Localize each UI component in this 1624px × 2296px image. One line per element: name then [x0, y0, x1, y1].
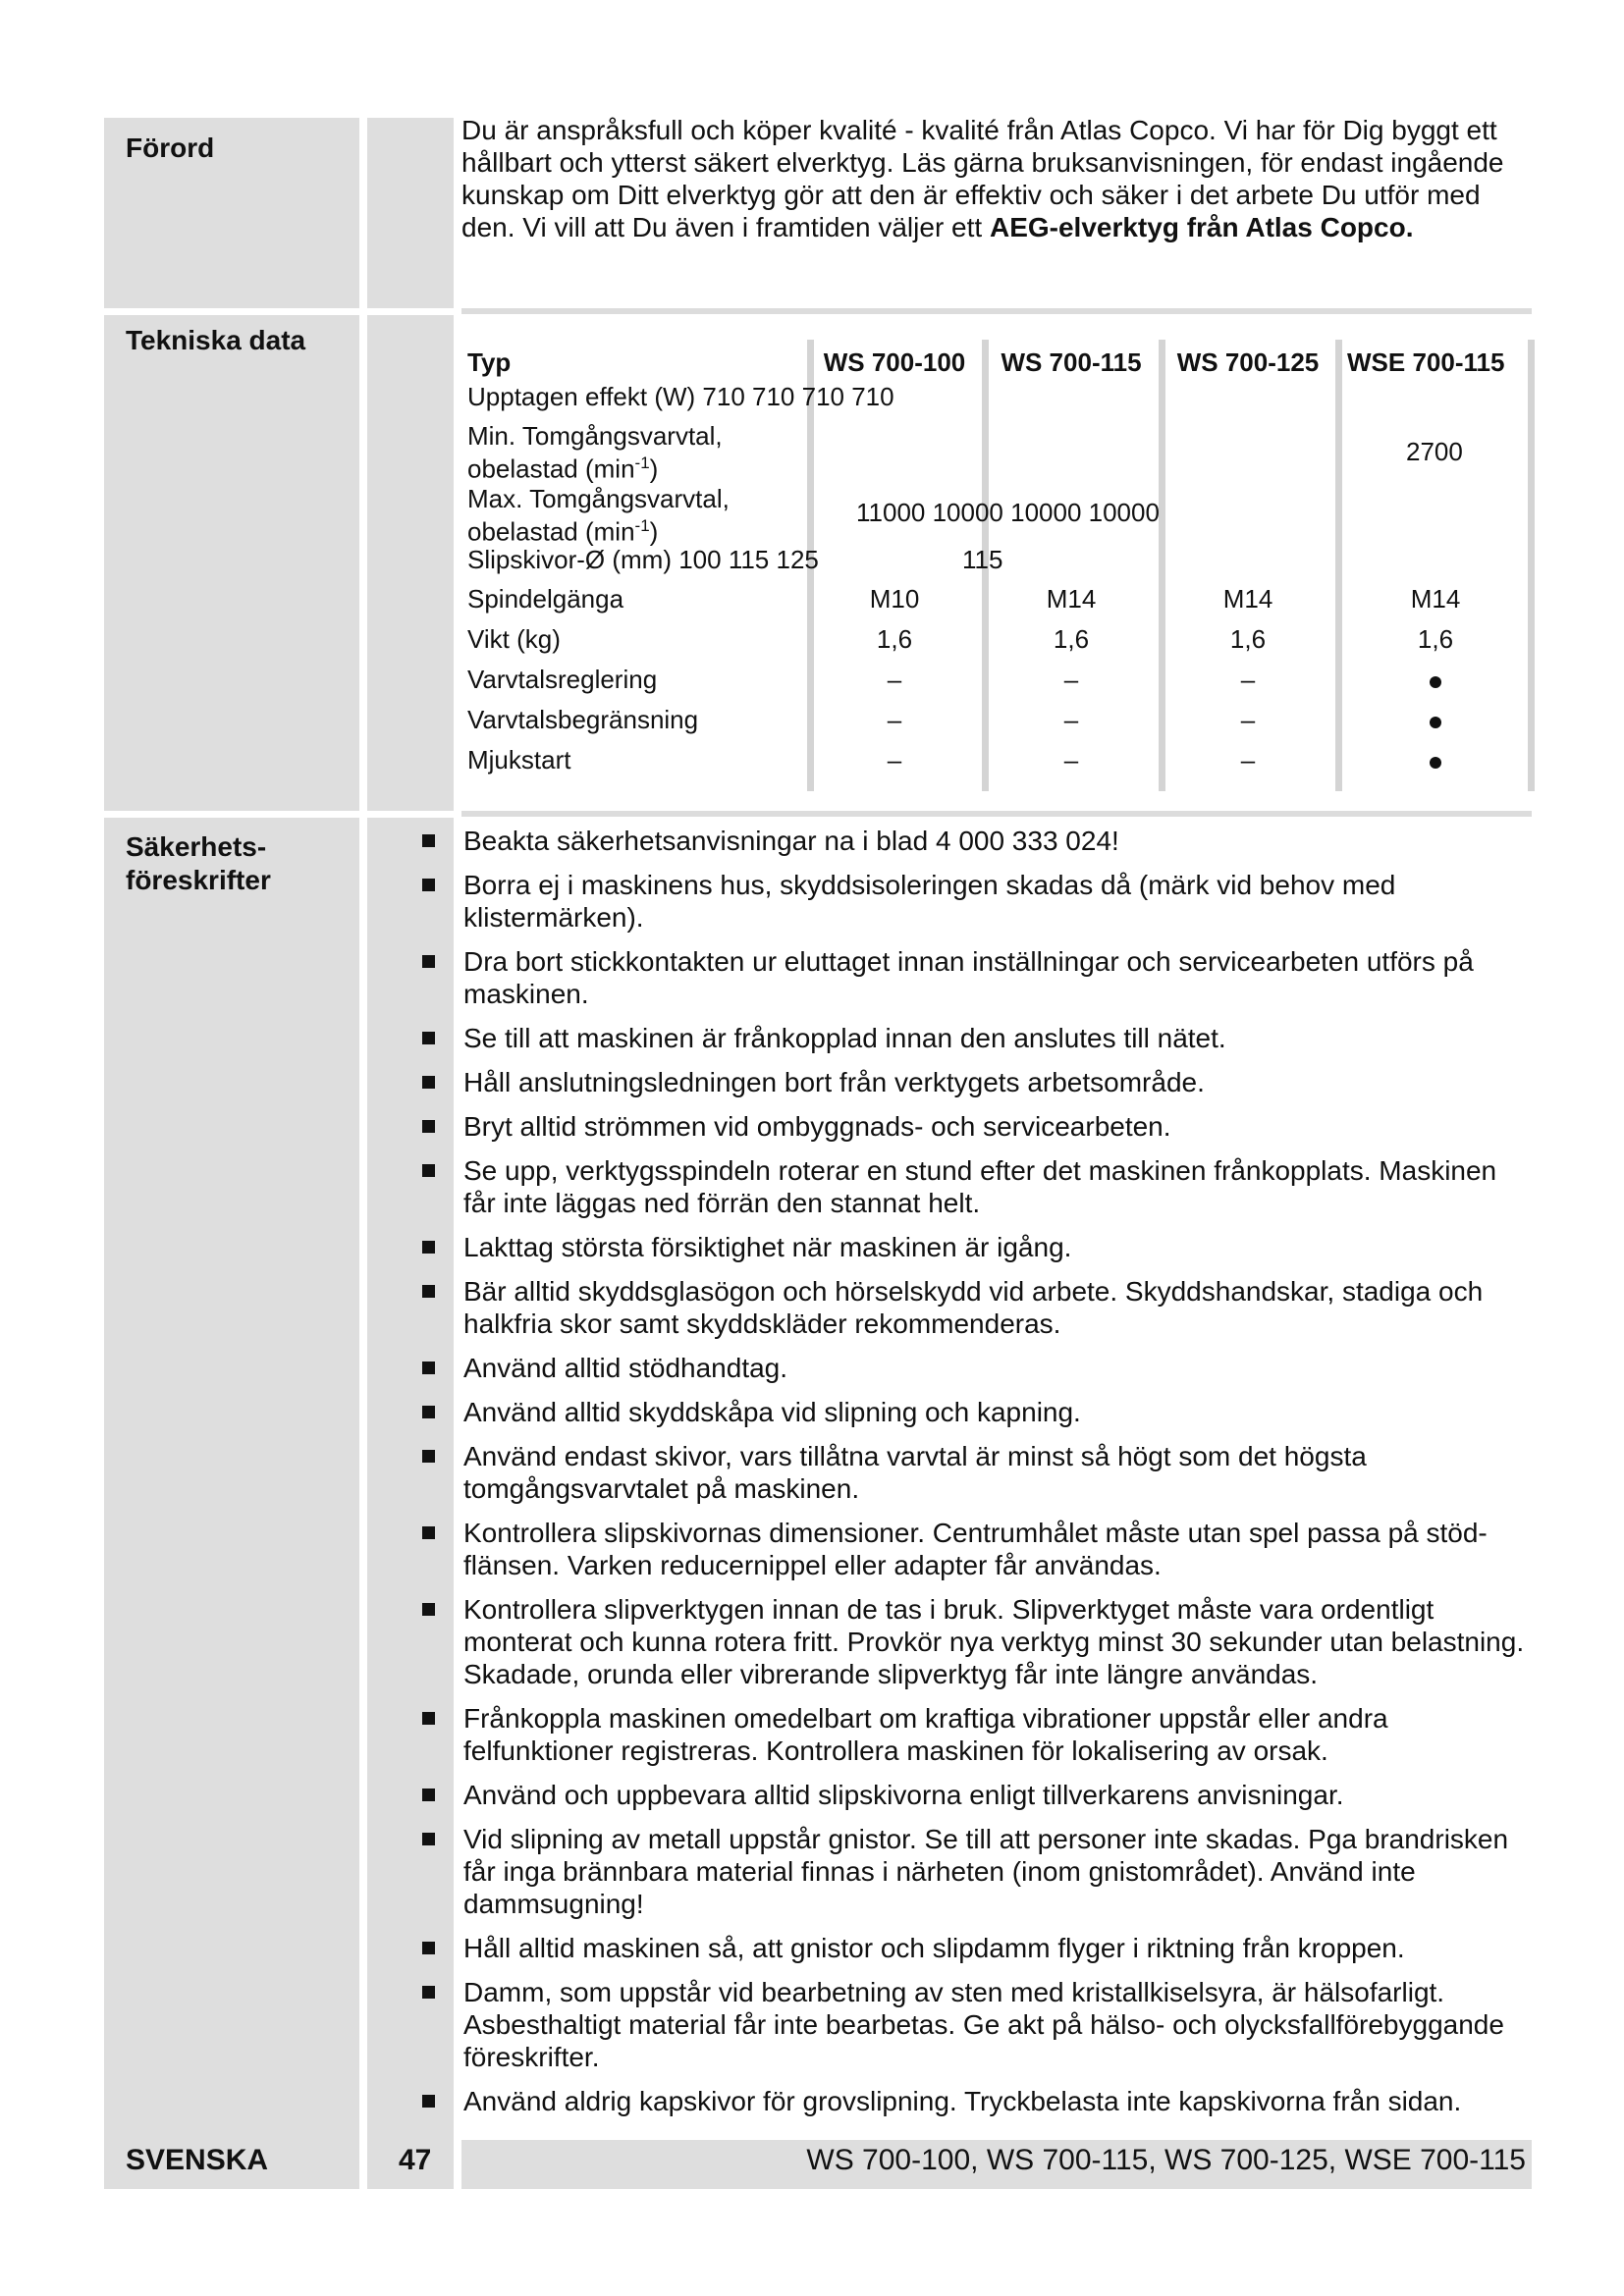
spec-cell: –	[887, 745, 902, 774]
spec-cell	[1347, 746, 1524, 774]
max-speed-unit: obelastad (min	[467, 516, 635, 547]
paren: )	[649, 454, 659, 484]
column-separator	[1528, 340, 1535, 791]
feature-dot-icon	[1430, 717, 1441, 728]
square-bullet-icon	[422, 1406, 435, 1418]
spec-cell: –	[887, 705, 902, 734]
safety-item-text: Kontrollera slipskivornas dimensioner. Centrumhålet måste utan spel passa på stöd-flänsen. Varken reducernippel eller adapter får användas.	[463, 1518, 1488, 1580]
column-separator	[1335, 340, 1342, 791]
square-bullet-icon	[422, 1164, 435, 1177]
rule-bottom	[461, 811, 1532, 817]
section-divider	[104, 811, 454, 818]
square-bullet-icon	[422, 1526, 435, 1539]
rule-top	[461, 308, 1532, 314]
spec-cell: M14	[1222, 584, 1273, 614]
section-divider	[104, 308, 454, 315]
square-bullet-icon	[422, 2095, 435, 2108]
safety-item	[422, 1154, 1532, 1219]
safety-item	[422, 869, 1532, 934]
safety-item-text: Damm, som uppstår vid bearbetning av sten med kristallkiselsyra, är hälsofarligt. Asbesthaltigt material får inte bearbetas. Ge akt på hälso- och olycksfallförebyggande föreskrifter.	[463, 1977, 1504, 2072]
spec-row-label: Vikt (kg)	[467, 624, 561, 654]
disc-diameter-extra: 115	[962, 545, 1003, 574]
safety-heading-line1: Säkerhets-	[126, 831, 267, 862]
section-heading-foreword: Förord	[126, 133, 215, 163]
spec-cell: –	[1063, 745, 1079, 774]
spec-cell	[1347, 706, 1524, 733]
safety-item-text: Se upp, verktygsspindeln roterar en stund efter det maskinen frånkopplats. Maskinen får inte läggas ned förrän den stannat helt.	[463, 1155, 1497, 1218]
square-bullet-icon	[422, 1120, 435, 1133]
safety-item-text: Bär alltid skyddsglasögon och hörselskydd vid arbete. Skyddshandskar, stadiga och halkfria skor samt skyddskläder rekommenderas.	[463, 1276, 1484, 1339]
paren: )	[649, 516, 659, 547]
row-max-speed-label	[467, 485, 730, 546]
safety-item	[422, 1593, 1532, 1690]
spec-row-label: Varvtalsbegränsning	[467, 705, 699, 734]
feature-dot-icon	[1430, 676, 1441, 688]
spec-cell: 1,6	[1053, 624, 1090, 654]
feature-dot-icon	[1430, 757, 1441, 769]
safety-item-text: Använd och uppbevara alltid slipskivorna enligt tillverkarens anvisningar.	[463, 1780, 1344, 1810]
min-speed-line2	[467, 450, 723, 483]
label-column-bg	[104, 118, 359, 2140]
max-speed-line2	[467, 512, 730, 546]
safety-item	[422, 2085, 1532, 2117]
safety-instructions-list	[422, 825, 1532, 2129]
table-header-type: Typ	[467, 347, 512, 377]
safety-item	[422, 945, 1532, 1010]
safety-item-text: Se till att maskinen är frånkopplad innan den anslutes till nätet.	[463, 1023, 1226, 1053]
spec-cell: –	[887, 665, 902, 694]
square-bullet-icon	[422, 1789, 435, 1801]
square-bullet-icon	[422, 1603, 435, 1616]
square-bullet-icon	[422, 879, 435, 891]
square-bullet-icon	[422, 1362, 435, 1374]
row-min-speed-label	[467, 422, 723, 483]
safety-item	[422, 1976, 1532, 2073]
spec-row-label: Mjukstart	[467, 745, 571, 774]
safety-item-text: Använd alltid skyddskåpa vid slipning och kapning.	[463, 1397, 1081, 1427]
intro-bold-brand: AEG-elverktyg från Atlas Copco.	[989, 212, 1414, 242]
safety-item-text: Kontrollera slipverktygen innan de tas i bruk. Slipverktyget måste vara ordentligt monterat och kunna rotera fritt. Provkör nya verktyg minst 30 sekunder utan belastning. Skadade, orunda eller vibrerande slipverktyg får inte längre användas.	[463, 1594, 1525, 1689]
safety-item-text: Håll alltid maskinen så, att gnistor och slipdamm flyger i riktning från kroppen.	[463, 1933, 1405, 1963]
safety-item-text: Använd alltid stödhandtag.	[463, 1353, 788, 1383]
spec-cell: 1,6	[1417, 624, 1454, 654]
safety-item-text: Borra ej i maskinens hus, skyddsisoleringen skadas då (märk vid behov med klistermärken).	[463, 870, 1396, 933]
square-bullet-icon	[422, 834, 435, 847]
square-bullet-icon	[422, 1032, 435, 1044]
table-header-model: WS 700-125	[1176, 347, 1320, 377]
spec-cell: 1,6	[876, 624, 913, 654]
safety-item	[422, 1440, 1532, 1505]
square-bullet-icon	[422, 1986, 435, 1999]
max-speed-line1: Max. Tomgångsvarvtal,	[467, 484, 730, 513]
square-bullet-icon	[422, 1076, 435, 1089]
safety-item	[422, 1823, 1532, 1920]
min-speed-line1: Min. Tomgångsvarvtal,	[467, 421, 723, 451]
spec-cell: M14	[1410, 584, 1461, 614]
section-heading-safety	[126, 830, 271, 897]
safety-item	[422, 1066, 1532, 1098]
section-heading-technical-data: Tekniska data	[126, 325, 306, 355]
spec-cell: –	[1063, 705, 1079, 734]
safety-item-text: Frånkoppla maskinen omedelbart om kraftiga vibrationer uppstår eller andra felfunktioner registreras. Kontrollera maskinen för lokalisering av orsak.	[463, 1703, 1388, 1766]
safety-item-text: Dra bort stickkontakten ur eluttaget innan inställningar och servicearbeten utförs på maskinen.	[463, 946, 1474, 1009]
intro-text: Du är anspråksfull och köper kvalité - kvalité från Atlas Copco. Vi har för Dig byggt ett hållbart och ytterst säkert elverktyg. Läs gärna bruksanvisningen, för endast ingående kunskap om Ditt elverktyg gör att den är effektiv och säker i det arbete Du utför med den. Vi vill att Du även i framtiden väljer ett	[461, 115, 1504, 242]
safety-heading-line2: föreskrifter	[126, 865, 271, 895]
spec-cell: –	[1240, 665, 1256, 694]
safety-item	[422, 1022, 1532, 1054]
safety-item	[422, 1275, 1532, 1340]
intro-paragraph	[461, 114, 1532, 243]
square-bullet-icon	[422, 1241, 435, 1254]
safety-item	[422, 1110, 1532, 1143]
safety-item	[422, 1231, 1532, 1263]
spec-cell	[1347, 666, 1524, 693]
spec-cell: M14	[1046, 584, 1097, 614]
spec-row-label: Spindelgänga	[467, 584, 624, 614]
table-header-model: WSE 700-115	[1347, 347, 1505, 377]
footer-models: WS 700-100, WS 700-115, WS 700-125, WSE 700-115	[806, 2144, 1526, 2176]
spec-cell: M10	[869, 584, 920, 614]
safety-item	[422, 1702, 1532, 1767]
min-speed-value: 2700	[1406, 437, 1463, 466]
row-power: Upptagen effekt (W) 710 710 710 710	[467, 382, 894, 411]
footer-language: SVENSKA	[126, 2144, 269, 2176]
safety-item-text: Använd endast skivor, vars tillåtna varvtal är minst så högt som det högsta tomgångsvarvtalet på maskinen.	[463, 1441, 1367, 1504]
safety-item	[422, 825, 1532, 857]
square-bullet-icon	[422, 1712, 435, 1725]
min-speed-unit: obelastad (min	[467, 454, 635, 484]
square-bullet-icon	[422, 1942, 435, 1954]
table-header-model: WS 700-115	[1001, 347, 1142, 377]
safety-item-text: Vid slipning av metall uppstår gnistor. Se till att personer inte skadas. Pga brandrisken får inga brännbara material finnas i närheten (inom gnistområdet). Använd inte dammsugning!	[463, 1824, 1509, 1919]
safety-item	[422, 1932, 1532, 1964]
superscript: -1	[634, 454, 650, 472]
safety-item-text: Beakta säkerhetsanvisningar na i blad 4 000 333 024!	[463, 826, 1119, 856]
table-header-model: WS 700-100	[823, 347, 966, 377]
safety-item-text: Bryt alltid strömmen vid ombyggnads- och servicearbeten.	[463, 1111, 1171, 1142]
safety-item	[422, 1396, 1532, 1428]
square-bullet-icon	[422, 1833, 435, 1845]
safety-item	[422, 1779, 1532, 1811]
spec-cell: –	[1063, 665, 1079, 694]
superscript: -1	[634, 516, 650, 535]
square-bullet-icon	[422, 1285, 435, 1298]
safety-item-text: Använd aldrig kapskivor för grovslipning. Tryckbelasta inte kapskivorna från sidan.	[463, 2086, 1462, 2116]
square-bullet-icon	[422, 955, 435, 968]
safety-item	[422, 1517, 1532, 1581]
spec-row-label: Varvtalsreglering	[467, 665, 658, 694]
square-bullet-icon	[422, 1450, 435, 1463]
spec-cell: 1,6	[1229, 624, 1267, 654]
safety-item-text: Lakttag största försiktighet när maskinen är igång.	[463, 1232, 1072, 1262]
spec-cell: –	[1240, 745, 1256, 774]
max-speed-values: 11000 10000 10000 10000	[856, 498, 1160, 527]
spec-cell: –	[1240, 705, 1256, 734]
safety-item-text: Håll anslutningsledningen bort från verktygets arbetsområde.	[463, 1067, 1205, 1097]
footer-page-number: 47	[399, 2144, 432, 2176]
row-disc-diameter: Slipskivor-Ø (mm) 100 115 125	[467, 545, 819, 574]
safety-item	[422, 1352, 1532, 1384]
